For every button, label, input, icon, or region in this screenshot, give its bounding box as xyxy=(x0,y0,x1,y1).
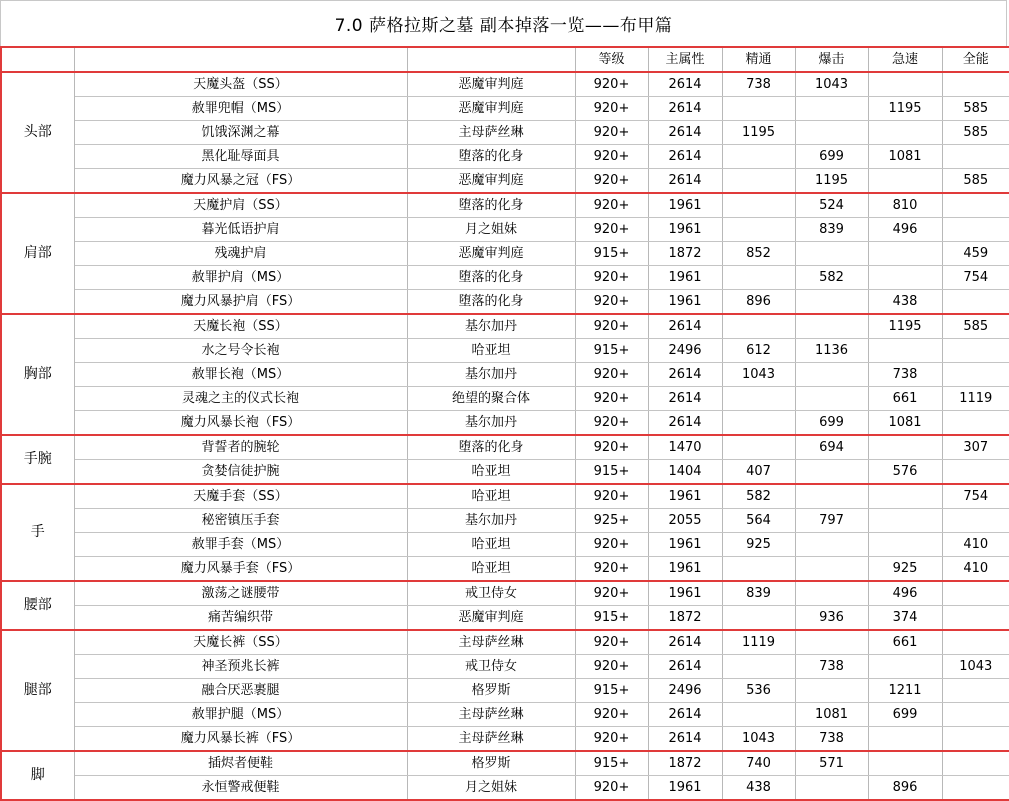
mastery-value: 1043 xyxy=(722,363,795,387)
table-row xyxy=(1,339,1009,363)
main-stat: 1961 xyxy=(648,193,722,218)
item-name: 赦罪长袍（MS） xyxy=(74,363,407,387)
item-level: 915+ xyxy=(575,751,648,776)
crit-value xyxy=(795,484,868,509)
haste-value xyxy=(868,484,942,509)
table-row xyxy=(1,581,1009,606)
table-row xyxy=(1,484,1009,509)
item-level: 920+ xyxy=(575,72,648,97)
table-row xyxy=(1,97,1009,121)
item-level: 920+ xyxy=(575,630,648,655)
main-stat: 1961 xyxy=(648,484,722,509)
boss-name: 格罗斯 xyxy=(407,679,575,703)
crit-value: 1136 xyxy=(795,339,868,363)
main-stat: 2614 xyxy=(648,387,722,411)
item-name: 魔力风暴长裤（FS） xyxy=(74,727,407,752)
slot-label: 腿部 xyxy=(1,630,74,751)
crit-value xyxy=(795,290,868,315)
versatility-value xyxy=(942,606,1009,631)
haste-value: 810 xyxy=(868,193,942,218)
item-name: 魔力风暴手套（FS） xyxy=(74,557,407,582)
main-stat: 2614 xyxy=(648,703,722,727)
item-name: 天魔头盔（SS） xyxy=(74,72,407,97)
main-stat: 1872 xyxy=(648,242,722,266)
item-name: 残魂护肩 xyxy=(74,242,407,266)
item-name: 水之号令长袍 xyxy=(74,339,407,363)
haste-value xyxy=(868,655,942,679)
versatility-value: 1119 xyxy=(942,387,1009,411)
haste-value xyxy=(868,727,942,752)
versatility-value xyxy=(942,679,1009,703)
haste-value: 1195 xyxy=(868,314,942,339)
mastery-value xyxy=(722,266,795,290)
crit-value xyxy=(795,363,868,387)
haste-value: 1211 xyxy=(868,679,942,703)
item-level: 920+ xyxy=(575,655,648,679)
mastery-value xyxy=(722,387,795,411)
mastery-value: 536 xyxy=(722,679,795,703)
versatility-value xyxy=(942,193,1009,218)
crit-value: 1043 xyxy=(795,72,868,97)
mastery-value xyxy=(722,145,795,169)
crit-value: 524 xyxy=(795,193,868,218)
haste-value: 496 xyxy=(868,218,942,242)
header-slot xyxy=(1,47,74,72)
item-name: 背誓者的腕轮 xyxy=(74,435,407,460)
mastery-value: 1119 xyxy=(722,630,795,655)
header-level: 等级 xyxy=(575,47,648,72)
versatility-value: 585 xyxy=(942,97,1009,121)
item-name: 赦罪护腿（MS） xyxy=(74,703,407,727)
mastery-value: 852 xyxy=(722,242,795,266)
mastery-value: 612 xyxy=(722,339,795,363)
versatility-value: 1043 xyxy=(942,655,1009,679)
crit-value: 694 xyxy=(795,435,868,460)
boss-name: 堕落的化身 xyxy=(407,290,575,315)
boss-name: 哈亚坦 xyxy=(407,557,575,582)
item-name: 插烬者便鞋 xyxy=(74,751,407,776)
item-name: 贪婪信徒护腕 xyxy=(74,460,407,485)
main-stat: 1961 xyxy=(648,557,722,582)
versatility-value xyxy=(942,411,1009,436)
header-haste: 急速 xyxy=(868,47,942,72)
haste-value xyxy=(868,242,942,266)
crit-value xyxy=(795,460,868,485)
main-stat: 2496 xyxy=(648,679,722,703)
crit-value xyxy=(795,630,868,655)
haste-value: 438 xyxy=(868,290,942,315)
table-row xyxy=(1,242,1009,266)
versatility-value xyxy=(942,509,1009,533)
mastery-value: 738 xyxy=(722,72,795,97)
crit-value: 1081 xyxy=(795,703,868,727)
boss-name: 主母萨丝琳 xyxy=(407,121,575,145)
table-row xyxy=(1,218,1009,242)
haste-value xyxy=(868,509,942,533)
haste-value: 1081 xyxy=(868,411,942,436)
item-level: 920+ xyxy=(575,169,648,194)
crit-value xyxy=(795,121,868,145)
main-stat: 2614 xyxy=(648,363,722,387)
mastery-value: 1195 xyxy=(722,121,795,145)
boss-name: 恶魔审判庭 xyxy=(407,72,575,97)
item-name: 黑化耻辱面具 xyxy=(74,145,407,169)
versatility-value xyxy=(942,703,1009,727)
main-stat: 1470 xyxy=(648,435,722,460)
versatility-value: 410 xyxy=(942,533,1009,557)
slot-label: 肩部 xyxy=(1,193,74,314)
table-row xyxy=(1,169,1009,194)
item-level: 915+ xyxy=(575,339,648,363)
crit-value: 738 xyxy=(795,655,868,679)
table-row xyxy=(1,630,1009,655)
header-main-stat: 主属性 xyxy=(648,47,722,72)
boss-name: 主母萨丝琳 xyxy=(407,727,575,752)
crit-value: 582 xyxy=(795,266,868,290)
slot-label: 腰部 xyxy=(1,581,74,630)
slot-label: 胸部 xyxy=(1,314,74,435)
boss-name: 恶魔审判庭 xyxy=(407,606,575,631)
table-row xyxy=(1,290,1009,315)
boss-name: 堕落的化身 xyxy=(407,266,575,290)
item-name: 永恒警戒便鞋 xyxy=(74,776,407,801)
item-level: 920+ xyxy=(575,776,648,801)
main-stat: 2614 xyxy=(648,411,722,436)
mastery-value xyxy=(722,314,795,339)
crit-value xyxy=(795,97,868,121)
boss-name: 基尔加丹 xyxy=(407,314,575,339)
crit-value: 699 xyxy=(795,411,868,436)
versatility-value xyxy=(942,630,1009,655)
table-row xyxy=(1,72,1009,97)
main-stat: 1961 xyxy=(648,290,722,315)
haste-value: 699 xyxy=(868,703,942,727)
item-level: 920+ xyxy=(575,435,648,460)
item-name: 秘密镇压手套 xyxy=(74,509,407,533)
loot-table xyxy=(0,46,1009,801)
versatility-value: 307 xyxy=(942,435,1009,460)
versatility-value xyxy=(942,460,1009,485)
versatility-value: 585 xyxy=(942,314,1009,339)
versatility-value: 754 xyxy=(942,266,1009,290)
item-name: 魔力风暴之冠（FS） xyxy=(74,169,407,194)
crit-value xyxy=(795,387,868,411)
mastery-value: 582 xyxy=(722,484,795,509)
header-row xyxy=(1,47,1009,72)
versatility-value xyxy=(942,145,1009,169)
boss-name: 哈亚坦 xyxy=(407,339,575,363)
item-level: 920+ xyxy=(575,314,648,339)
versatility-value xyxy=(942,751,1009,776)
haste-value xyxy=(868,169,942,194)
item-level: 920+ xyxy=(575,121,648,145)
table-row xyxy=(1,411,1009,436)
mastery-value: 740 xyxy=(722,751,795,776)
table-row xyxy=(1,727,1009,752)
item-name: 魔力风暴护肩（FS） xyxy=(74,290,407,315)
crit-value: 797 xyxy=(795,509,868,533)
haste-value: 496 xyxy=(868,581,942,606)
item-level: 920+ xyxy=(575,557,648,582)
mastery-value: 407 xyxy=(722,460,795,485)
table-row xyxy=(1,606,1009,631)
haste-value: 1195 xyxy=(868,97,942,121)
mastery-value xyxy=(722,435,795,460)
table-row xyxy=(1,314,1009,339)
haste-value: 738 xyxy=(868,363,942,387)
haste-value: 576 xyxy=(868,460,942,485)
crit-value: 839 xyxy=(795,218,868,242)
header-versatility: 全能 xyxy=(942,47,1009,72)
item-level: 920+ xyxy=(575,727,648,752)
page-title: 7.0 萨格拉斯之墓 副本掉落一览——布甲篇 xyxy=(0,0,1007,46)
haste-value xyxy=(868,533,942,557)
item-level: 920+ xyxy=(575,97,648,121)
item-level: 920+ xyxy=(575,290,648,315)
item-level: 920+ xyxy=(575,266,648,290)
table-row xyxy=(1,751,1009,776)
crit-value: 738 xyxy=(795,727,868,752)
boss-name: 哈亚坦 xyxy=(407,484,575,509)
haste-value xyxy=(868,72,942,97)
table-row xyxy=(1,121,1009,145)
boss-name: 戒卫侍女 xyxy=(407,581,575,606)
boss-name: 绝望的聚合体 xyxy=(407,387,575,411)
crit-value: 1195 xyxy=(795,169,868,194)
item-name: 天魔长裤（SS） xyxy=(74,630,407,655)
table-row xyxy=(1,387,1009,411)
mastery-value: 925 xyxy=(722,533,795,557)
table-row xyxy=(1,655,1009,679)
table-row xyxy=(1,145,1009,169)
table-row xyxy=(1,460,1009,485)
haste-value xyxy=(868,121,942,145)
slot-label: 头部 xyxy=(1,72,74,193)
versatility-value xyxy=(942,727,1009,752)
haste-value xyxy=(868,266,942,290)
table-row xyxy=(1,193,1009,218)
item-name: 赦罪手套（MS） xyxy=(74,533,407,557)
crit-value xyxy=(795,581,868,606)
header-crit: 爆击 xyxy=(795,47,868,72)
boss-name: 戒卫侍女 xyxy=(407,655,575,679)
slot-label: 脚 xyxy=(1,751,74,800)
mastery-value xyxy=(722,218,795,242)
main-stat: 1872 xyxy=(648,606,722,631)
boss-name: 主母萨丝琳 xyxy=(407,703,575,727)
main-stat: 2496 xyxy=(648,339,722,363)
versatility-value xyxy=(942,290,1009,315)
mastery-value xyxy=(722,169,795,194)
item-level: 920+ xyxy=(575,484,648,509)
main-stat: 2614 xyxy=(648,121,722,145)
mastery-value xyxy=(722,655,795,679)
main-stat: 2614 xyxy=(648,169,722,194)
mastery-value xyxy=(722,606,795,631)
versatility-value: 754 xyxy=(942,484,1009,509)
mastery-value: 839 xyxy=(722,581,795,606)
main-stat: 2614 xyxy=(648,727,722,752)
boss-name: 堕落的化身 xyxy=(407,193,575,218)
haste-value: 1081 xyxy=(868,145,942,169)
haste-value: 925 xyxy=(868,557,942,582)
main-stat: 2614 xyxy=(648,97,722,121)
item-name: 融合厌恶裹腿 xyxy=(74,679,407,703)
crit-value xyxy=(795,679,868,703)
crit-value xyxy=(795,314,868,339)
crit-value xyxy=(795,557,868,582)
item-level: 920+ xyxy=(575,387,648,411)
item-level: 925+ xyxy=(575,509,648,533)
boss-name: 堕落的化身 xyxy=(407,435,575,460)
main-stat: 1961 xyxy=(648,533,722,557)
main-stat: 2614 xyxy=(648,145,722,169)
main-stat: 2614 xyxy=(648,655,722,679)
versatility-value: 585 xyxy=(942,121,1009,145)
haste-value: 374 xyxy=(868,606,942,631)
boss-name: 基尔加丹 xyxy=(407,509,575,533)
table-row xyxy=(1,435,1009,460)
main-stat: 2055 xyxy=(648,509,722,533)
item-level: 920+ xyxy=(575,218,648,242)
item-name: 激荡之谜腰带 xyxy=(74,581,407,606)
versatility-value xyxy=(942,581,1009,606)
versatility-value: 585 xyxy=(942,169,1009,194)
item-name: 天魔手套（SS） xyxy=(74,484,407,509)
versatility-value xyxy=(942,218,1009,242)
item-name: 暮光低语护肩 xyxy=(74,218,407,242)
boss-name: 基尔加丹 xyxy=(407,411,575,436)
item-name: 魔力风暴长袍（FS） xyxy=(74,411,407,436)
main-stat: 2614 xyxy=(648,630,722,655)
table-row xyxy=(1,533,1009,557)
haste-value xyxy=(868,751,942,776)
table-row xyxy=(1,266,1009,290)
boss-name: 月之姐妹 xyxy=(407,218,575,242)
item-level: 915+ xyxy=(575,679,648,703)
boss-name: 月之姐妹 xyxy=(407,776,575,801)
haste-value: 661 xyxy=(868,387,942,411)
main-stat: 1961 xyxy=(648,581,722,606)
item-name: 神圣预兆长裤 xyxy=(74,655,407,679)
versatility-value xyxy=(942,363,1009,387)
versatility-value xyxy=(942,72,1009,97)
haste-value: 896 xyxy=(868,776,942,801)
main-stat: 1961 xyxy=(648,776,722,801)
mastery-value: 564 xyxy=(722,509,795,533)
mastery-value: 1043 xyxy=(722,727,795,752)
item-level: 920+ xyxy=(575,193,648,218)
boss-name: 堕落的化身 xyxy=(407,145,575,169)
header-boss xyxy=(407,47,575,72)
mastery-value xyxy=(722,411,795,436)
haste-value xyxy=(868,435,942,460)
versatility-value xyxy=(942,776,1009,801)
table-row xyxy=(1,776,1009,801)
boss-name: 恶魔审判庭 xyxy=(407,169,575,194)
item-level: 915+ xyxy=(575,606,648,631)
mastery-value: 438 xyxy=(722,776,795,801)
crit-value: 936 xyxy=(795,606,868,631)
boss-name: 恶魔审判庭 xyxy=(407,97,575,121)
table-row xyxy=(1,363,1009,387)
item-level: 920+ xyxy=(575,363,648,387)
item-name: 灵魂之主的仪式长袍 xyxy=(74,387,407,411)
versatility-value: 459 xyxy=(942,242,1009,266)
crit-value: 571 xyxy=(795,751,868,776)
main-stat: 2614 xyxy=(648,314,722,339)
item-level: 920+ xyxy=(575,703,648,727)
mastery-value xyxy=(722,97,795,121)
mastery-value xyxy=(722,557,795,582)
item-name: 赦罪兜帽（MS） xyxy=(74,97,407,121)
crit-value xyxy=(795,242,868,266)
slot-label: 手腕 xyxy=(1,435,74,484)
main-stat: 2614 xyxy=(648,72,722,97)
item-name: 天魔护肩（SS） xyxy=(74,193,407,218)
boss-name: 基尔加丹 xyxy=(407,363,575,387)
haste-value: 661 xyxy=(868,630,942,655)
haste-value xyxy=(868,339,942,363)
boss-name: 哈亚坦 xyxy=(407,460,575,485)
item-level: 920+ xyxy=(575,581,648,606)
boss-name: 格罗斯 xyxy=(407,751,575,776)
crit-value: 699 xyxy=(795,145,868,169)
mastery-value xyxy=(722,193,795,218)
item-name: 天魔长袍（SS） xyxy=(74,314,407,339)
boss-name: 主母萨丝琳 xyxy=(407,630,575,655)
header-item xyxy=(74,47,407,72)
table-row xyxy=(1,679,1009,703)
item-level: 920+ xyxy=(575,533,648,557)
main-stat: 1404 xyxy=(648,460,722,485)
versatility-value: 410 xyxy=(942,557,1009,582)
crit-value xyxy=(795,533,868,557)
item-level: 915+ xyxy=(575,242,648,266)
mastery-value xyxy=(722,703,795,727)
boss-name: 哈亚坦 xyxy=(407,533,575,557)
table-row xyxy=(1,703,1009,727)
item-level: 920+ xyxy=(575,411,648,436)
item-name: 赦罪护肩（MS） xyxy=(74,266,407,290)
mastery-value: 896 xyxy=(722,290,795,315)
main-stat: 1872 xyxy=(648,751,722,776)
item-level: 915+ xyxy=(575,460,648,485)
boss-name: 恶魔审判庭 xyxy=(407,242,575,266)
item-name: 饥饿深渊之幕 xyxy=(74,121,407,145)
main-stat: 1961 xyxy=(648,266,722,290)
item-level: 920+ xyxy=(575,145,648,169)
table-row xyxy=(1,557,1009,582)
slot-label: 手 xyxy=(1,484,74,581)
main-stat: 1961 xyxy=(648,218,722,242)
table-row xyxy=(1,509,1009,533)
header-mastery: 精通 xyxy=(722,47,795,72)
versatility-value xyxy=(942,339,1009,363)
crit-value xyxy=(795,776,868,801)
item-name: 痛苦编织带 xyxy=(74,606,407,631)
